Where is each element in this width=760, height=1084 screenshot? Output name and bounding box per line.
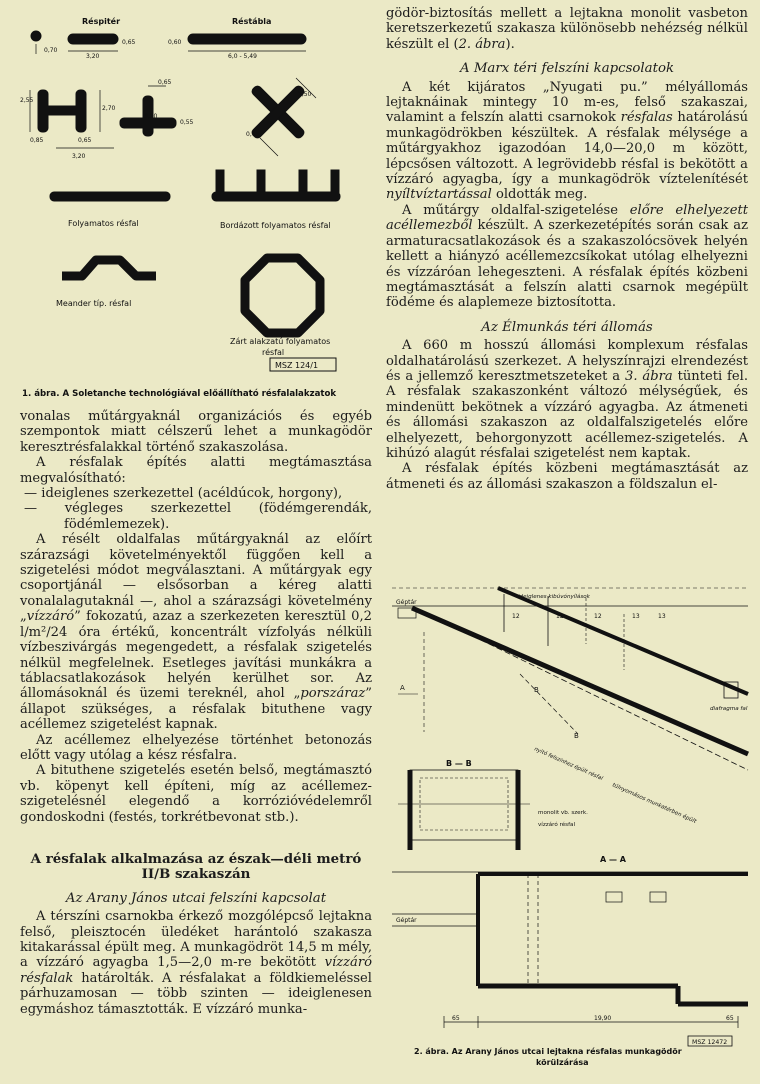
label-geptar-bottom: Géptár bbox=[396, 917, 417, 924]
label-geptar-top: Géptár bbox=[396, 599, 417, 606]
text-run: A műtárgy oldalfal-szigetelése bbox=[402, 202, 630, 218]
text-run: A résélt oldalfalas műtárgyaknál az előírt szárazsági követelményektől függően kell a szigetelési módot megválasztani. A műtárgyak egy csoportjánál — elsősorban a kéreg alatti vonalalagutaknál —, ahol a szárazsági követelmény „ bbox=[20, 532, 372, 625]
text-run: készült. A szerkezetépítés során csak az armaturacsatlakozások és a szakaszolócsövek helyén kellett a hiányzó acéllemezcsíkokat utólag elhelyezni és vízzáróan lehegeszteni. A résfalak építés közbeni megtámasztását a felszín alatti csarnok megépült födéme és alaplemeze biztosította. bbox=[386, 218, 748, 311]
subsection-heading-elmunkas: Az Élmunkás téri állomás bbox=[481, 319, 653, 335]
dim-320a: 3,20 bbox=[86, 53, 100, 60]
dim-065b: 0,65 bbox=[78, 137, 92, 144]
right-paragraph-3 bbox=[386, 203, 748, 311]
emphasis-fig3-ref: 3. ábra bbox=[625, 368, 673, 384]
dim-065a: 0,65 bbox=[122, 39, 136, 46]
dim-065c: 0,65 bbox=[158, 79, 172, 86]
dim-060: 0,60 bbox=[168, 39, 182, 46]
dim-070: 0,70 bbox=[44, 47, 58, 54]
text-run: A térszíni csarnokba érkező mozgólépcső lejtakna felső, pleisztocén üledéket harántoló szakasza kitakarással épült meg. A munkagödröt 14,5 m mély, a vízzáró agyagba 1,5—2,0 m-re bekötött bbox=[20, 909, 372, 971]
label-respiter: Réspitér bbox=[82, 17, 121, 26]
label-ideiglenes: ideiglenes kibúvónyílások bbox=[518, 594, 590, 600]
dim-320c: 3,20 bbox=[144, 113, 158, 120]
right-paragraph-2 bbox=[386, 80, 748, 203]
right-paragraph-4 bbox=[386, 338, 748, 461]
label-folyamatos: Folyamatos résfal bbox=[68, 219, 139, 228]
right-paragraph-5: A résfalak építés közbeni megtámasztását az átmeneti és az állomási szakaszon a földszalun el- bbox=[386, 461, 748, 492]
label-zart-2: résfal bbox=[262, 348, 285, 357]
left-paragraph-5: A bituthene szigetelés esetén belső, megtámasztó vb. köpenyt kell építeni, míg az acéllemez-szigetelésnél elegendő a korrózióvédelemről gondoskodni (festés, torkrétbevonat stb.). bbox=[20, 763, 372, 825]
emphasis-fig2-ref: 2. ábra bbox=[458, 36, 506, 52]
left-list-item-1: — ideiglenes szerkezettel (acéldúcok, horgony), bbox=[24, 486, 343, 502]
label-dim-1990: 19,90 bbox=[594, 1015, 612, 1022]
label-tulnyomasos: túlnyomásos munkatérben épült bbox=[611, 782, 697, 825]
text-run: ). bbox=[505, 36, 515, 52]
label-bordazott: Bordázott folyamatos résfal bbox=[220, 221, 331, 230]
right-paragraph-1 bbox=[386, 6, 748, 52]
label-dim-65b: 65 bbox=[726, 1015, 734, 1022]
emphasis-porszaraz: porszáraz bbox=[300, 686, 366, 702]
figure-1-caption: 1. ábra. A Soletanche technológiával előállítható résfalalakzatok bbox=[22, 389, 337, 399]
label-num-1: 12 bbox=[512, 613, 520, 620]
label-felszin: nyitó felszínhez épült résfal bbox=[533, 746, 604, 783]
left-list-item-2: — végleges szerkezettel (födémgerendák, födémlemezek). bbox=[24, 501, 372, 532]
label-num-2: 12 bbox=[556, 613, 564, 620]
emphasis-nyiltviztartas: nyíltvíztartással bbox=[386, 187, 492, 203]
label-num-3: 12 bbox=[594, 613, 602, 620]
label-vizzaro: vízzáró résfal bbox=[538, 822, 576, 828]
figure-1 bbox=[16, 6, 374, 402]
label-num-4: 13 bbox=[632, 613, 640, 620]
figure-2-caption-1: 2. ábra. Az Arany János utcai lejtakna résfalas munkagödör bbox=[414, 1047, 682, 1056]
dim-320b: 3,20 bbox=[72, 153, 86, 160]
dim-250: 2,50 bbox=[298, 91, 312, 98]
label-bb: B — B bbox=[446, 759, 472, 768]
label-msz-1: MSZ 124/1 bbox=[275, 361, 319, 370]
dim-600: 6,0 - 5,49 bbox=[228, 53, 257, 60]
left-paragraph-4: Az acéllemez elhelyezése történhet betonozás előtt vagy utólag a kész résfalra. bbox=[20, 732, 372, 763]
label-a-1: A bbox=[400, 684, 405, 692]
label-monolit: monolit vb. szerk. bbox=[538, 810, 588, 816]
right-column bbox=[386, 6, 748, 492]
label-b-2: B bbox=[574, 732, 579, 740]
text-run: oldották meg. bbox=[491, 187, 588, 203]
emphasis-acellemez: előre elhelyezett acéllemezből bbox=[386, 202, 748, 234]
text-run: ” állapot szükséges, a résfalak bituthene vagy acéllemez szigetelést kapnak. bbox=[20, 686, 372, 733]
label-meander: Meander típ. résfal bbox=[56, 299, 132, 308]
label-restabla: Réstábla bbox=[232, 17, 272, 26]
text-run: határolású munkagödrökben készültek. A résfalak mélysége a műtárgyakhoz igazodóan 14,0—20,0 m között, lépcsősen változott. A legrövidebb résfal is bekötött a vízzáró agyagba, így a munkagödrök víztelenítését bbox=[386, 110, 748, 188]
text-run: ” fokozatú, azaz a szerkezeten keresztül 0,2 l/m²/24 óra értékű, koncentrált vízfolyás nélküli vízbeszivárgás megengedett, a résfalak szigetelés nélkül megfelelnek. Esetleges javítási munkákra a táblacsatlakozások helyén kerülhet sor. Az állomásoknál és üzemi tereknél, ahol „ bbox=[20, 609, 372, 702]
emphasis-resfalas: résfalas bbox=[620, 110, 673, 126]
text-run: A két kijáratos „Nyugati pu.” mélyállomás lejtaknáinak mintegy 10 m-es, felső szakaszai, valamint a felszín alatti csarnokok bbox=[386, 79, 748, 126]
label-dim-65a: 65 bbox=[452, 1015, 460, 1022]
subsection-heading-marx: A Marx téri felszíni kapcsolatok bbox=[459, 61, 675, 77]
label-b-1: B bbox=[534, 686, 539, 694]
figure-2-caption-2: körülzárása bbox=[536, 1058, 589, 1067]
subsection-heading-arany: Az Arany János utcai felszíni kapcsolat bbox=[65, 890, 327, 906]
left-column bbox=[20, 409, 372, 1017]
dim-055: 0,55 bbox=[180, 119, 194, 126]
figure-2 bbox=[388, 574, 752, 1074]
text-run: határolták. A résfalakat a földkiemeléssel párhuzamosan — több szinten — ideiglenesen egymáshoz támasztották. E vízzáró munka- bbox=[20, 970, 372, 1017]
dim-085: 0,85 bbox=[30, 137, 44, 144]
text-run: A 660 m hosszú állomási komplexum résfalas oldalhatárolású szerkezet. A helyszínrajzi elrendezést és a jellemző keresztmetszeteket a bbox=[386, 338, 748, 384]
label-num-5: 13 bbox=[658, 613, 666, 620]
left-paragraph-6 bbox=[20, 909, 372, 1017]
text-run: gödör-biztosítás mellett a lejtakna monolit vasbeton keretszerkezetű szakasza különösebb nehézség nélkül készült el ( bbox=[386, 6, 748, 52]
label-diafragma: diafragma fal bbox=[710, 706, 748, 712]
section-heading-2: II/B szakaszán bbox=[141, 866, 251, 883]
label-zart-1: Zárt alakzatú folyamatos bbox=[230, 337, 331, 346]
emphasis-vizzaro-resfalak: vízzáró résfalak bbox=[20, 955, 372, 986]
section-heading-1: A résfalak alkalmazása az észak—déli metró bbox=[30, 850, 362, 867]
dim-255: 2,55 bbox=[20, 97, 34, 104]
left-paragraph-1: vonalas műtárgyaknál organizációs és egyéb szempontok miatt célszerű lehet a munkagödör keresztrésfalakkal történő szakaszolása. bbox=[20, 409, 372, 455]
left-paragraph-3 bbox=[20, 532, 372, 732]
dim-065d: 0,65 bbox=[246, 131, 260, 138]
left-paragraph-2: A résfalak építés alatti megtámasztása megvalósítható: bbox=[20, 455, 372, 486]
emphasis-vizzaro: vízzáró bbox=[26, 609, 75, 625]
dim-270: 2,70 bbox=[102, 105, 116, 112]
text-run: tünteti fel. A résfalak szakaszonként változó mélységűek, és mindenütt bekötnek a vízzáró agyagba. Az átmeneti és állomási szakaszon az oldalfalszigetelés előre elhelyezett, behorgonyzott acéllemez-szigetelés. A kihúzó alagút résfalai szigetelést nem kaptak. bbox=[386, 368, 748, 461]
label-msz-2: MSZ 12472 bbox=[692, 1039, 728, 1046]
label-aa: A — A bbox=[600, 855, 626, 864]
